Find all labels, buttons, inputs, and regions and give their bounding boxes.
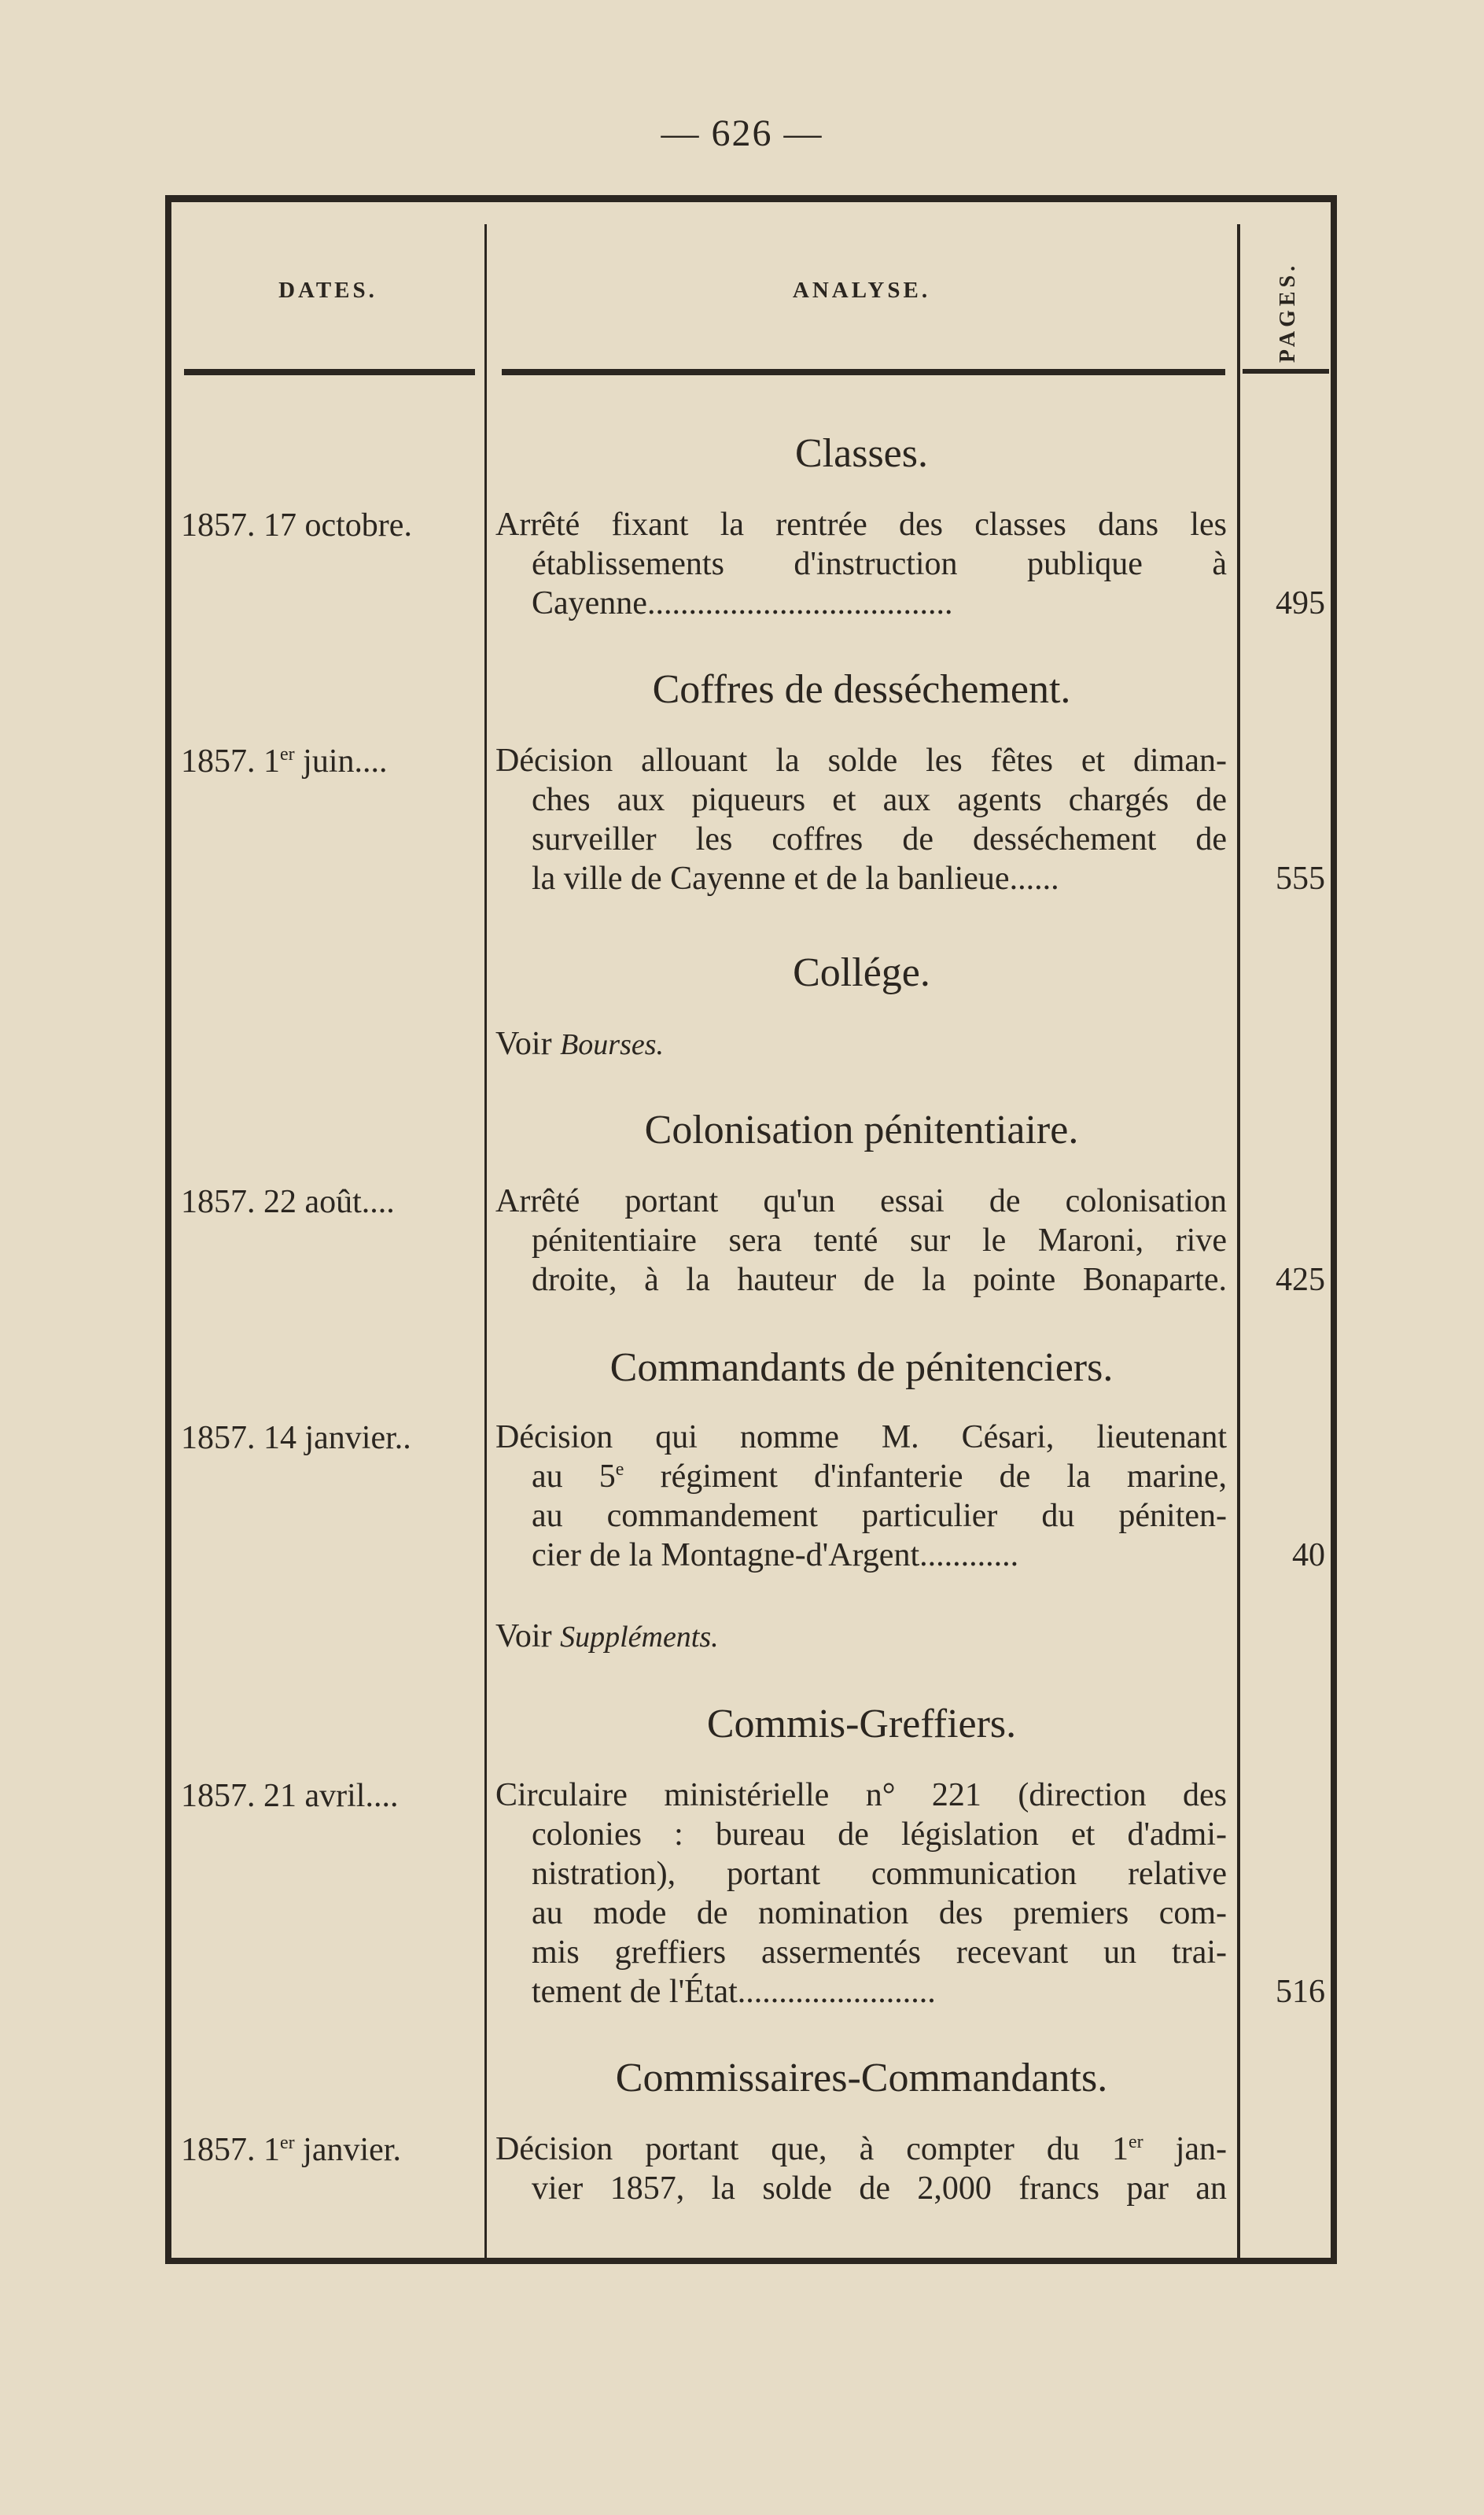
entry-text <box>495 505 1227 623</box>
column-divider-pages <box>1237 224 1240 2258</box>
index-table <box>165 195 1337 2264</box>
entry-line: au mode de nomination des premiers com- <box>532 1895 1227 1931</box>
section-heading: Classes. <box>795 431 928 476</box>
entry-line: nistration), portant communication relative <box>532 1856 1227 1892</box>
entry-line: établissements d'instruction publique à <box>532 546 1227 582</box>
page-ref: 425 <box>1276 1262 1325 1298</box>
entry-text <box>495 741 1227 898</box>
entry-line: droite, à la hauteur de la pointe Bonaparte. <box>532 1262 1227 1298</box>
header-rule <box>1243 369 1329 374</box>
entry-line: mis greffiers assermentés recevant un trai- <box>532 1934 1227 1971</box>
entry-line: Décision portant que, à compter du 1er jan- <box>495 2131 1227 2167</box>
entry-line: Cayenne..................................... <box>532 585 953 621</box>
entry-line: Décision allouant la solde les fêtes et diman- <box>495 743 1227 779</box>
entry-text <box>495 1418 1227 1575</box>
page-ref: 40 <box>1292 1537 1325 1573</box>
see-also: Voir Suppléments. <box>495 1618 719 1654</box>
entry-line: la ville de Cayenne et de la banlieue...... <box>532 861 1059 897</box>
entry-text <box>495 1182 1227 1300</box>
column-divider-dates <box>484 224 487 2258</box>
entry-line: cier de la Montagne-d'Argent............ <box>532 1537 1019 1573</box>
entry-line: au 5e régiment d'infanterie de la marine, <box>532 1458 1227 1495</box>
entry-line: Circulaire ministérielle n° 221 (direction des <box>495 1777 1227 1813</box>
header-rule <box>184 369 475 375</box>
entry-text <box>495 1776 1227 2012</box>
header-analyse: ANALYSE. <box>792 278 931 303</box>
entry-line: Arrêté portant qu'un essai de colonisation <box>495 1183 1227 1219</box>
entry-line: tement de l'État........................ <box>532 1974 936 2010</box>
entry-line: au commandement particulier du péniten- <box>532 1498 1227 1534</box>
section-heading: Colonisation pénitentiaire. <box>644 1108 1079 1152</box>
section-heading: Commissaires-Commandants. <box>615 2056 1108 2100</box>
entry-line: ches aux piqueurs et aux agents chargés de <box>532 782 1227 818</box>
entry-line: surveiller les coffres de desséchement de <box>532 821 1227 857</box>
page-ref: 555 <box>1276 861 1325 897</box>
entry-line: vier 1857, la solde de 2,000 francs par an <box>532 2170 1227 2207</box>
header-pages: PAGES. <box>1276 261 1300 363</box>
entry-date: 1857. 1er juin.... <box>181 743 388 780</box>
page-ref: 495 <box>1276 585 1325 621</box>
section-heading: Collége. <box>793 950 930 995</box>
entry-line: Arrêté fixant la rentrée des classes dans les <box>495 507 1227 543</box>
entry-date: 1857. 22 août.... <box>181 1184 395 1220</box>
entry-line: colonies : bureau de législation et d'admi- <box>532 1816 1227 1853</box>
section-heading: Commis-Greffiers. <box>706 1702 1017 1746</box>
see-also: Voir Bourses. <box>495 1026 665 1062</box>
entry-text <box>495 2130 1227 2208</box>
page-number: — 626 — <box>661 112 823 154</box>
header-dates: DATES. <box>278 278 377 303</box>
entry-date: 1857. 21 avril.... <box>181 1778 399 1814</box>
section-heading: Coffres de desséchement. <box>652 667 1071 712</box>
entry-line: pénitentiaire sera tenté sur le Maroni, rive <box>532 1222 1227 1259</box>
header-rule <box>502 369 1225 375</box>
section-heading: Commandants de pénitenciers. <box>609 1345 1114 1390</box>
entry-date: 1857. 14 janvier.. <box>181 1420 411 1456</box>
entry-date: 1857. 17 octobre. <box>181 507 412 544</box>
page-ref: 516 <box>1276 1974 1325 2010</box>
entry-date: 1857. 1er janvier. <box>181 2132 401 2168</box>
header-pages-wrap <box>1265 249 1312 375</box>
entry-line: Décision qui nomme M. Césari, lieutenant <box>495 1419 1227 1455</box>
